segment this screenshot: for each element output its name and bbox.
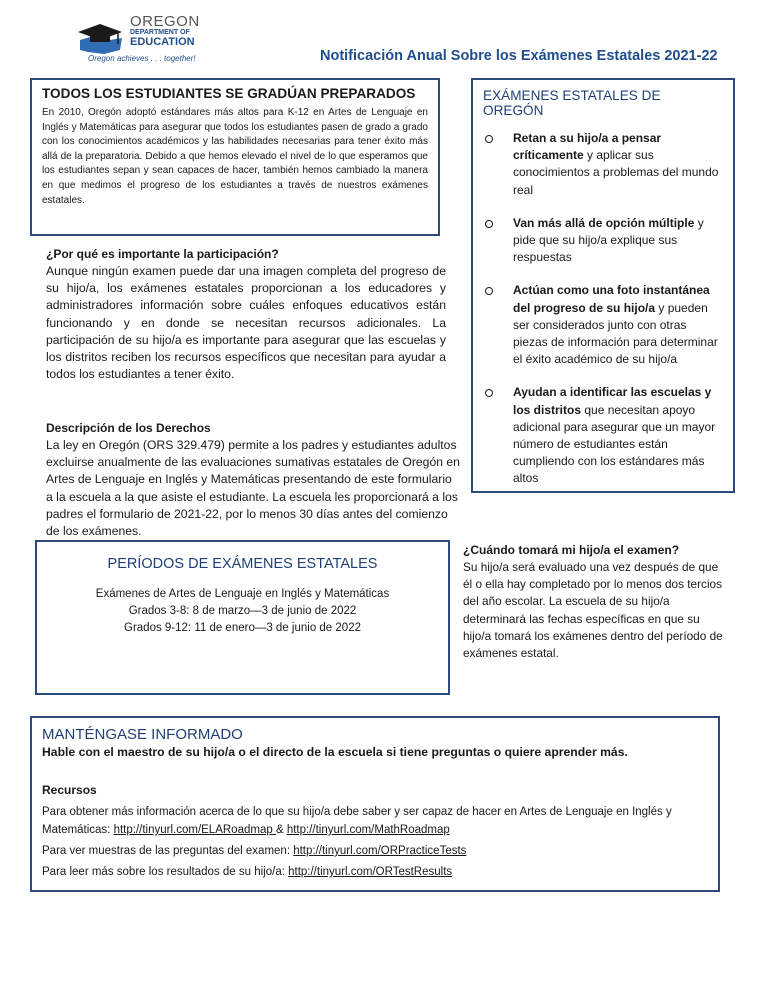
informed-subtitle: Hable con el maestro de su hijo/a o el directo de la escuela si tiene preguntas o quiere aprender más. bbox=[42, 745, 628, 759]
rights-heading-wrap bbox=[46, 420, 461, 437]
periods-line1: Exámenes de Artes de Lenguaje en Inglés y Matemáticas bbox=[95, 588, 390, 600]
why-section bbox=[46, 246, 446, 383]
rights-heading: Descripción de los Derechos bbox=[46, 421, 211, 435]
resource-2-text: Para ver muestras de las preguntas del examen: bbox=[42, 845, 294, 857]
periods-box bbox=[35, 540, 450, 695]
intro-text: En 2010, Oregón adoptó estándares más altos para K-12 en Artes de Lenguaje en Inglés y Matemáticas para asegurar que todos los estudiantes pasen de grado a grado con los conocimientos académicos y las habilidades necesarias para tener éxito más allá de la preparatoria. Debido a que hemos elevado el nivel de lo que esperamos que los estudiantes sepan y sean capaces de hacer, también hemos cambiado la manera en que medimos el progreso de los estudiantes a través de nuestros exámenes estatales. bbox=[42, 107, 428, 206]
resource-1 bbox=[42, 803, 708, 839]
page-title: Notificación Anual Sobre los Exámenes Estatales 2021-22 bbox=[320, 48, 718, 64]
math-roadmap-link[interactable]: http://tinyurl.com/MathRoadmap bbox=[286, 824, 450, 836]
periods-title: PERÍODOS DE EXÁMENES ESTATALES bbox=[107, 556, 378, 572]
logo-department: DEPARTMENT OF bbox=[130, 29, 190, 36]
resources-heading: Recursos bbox=[42, 783, 97, 797]
when-section bbox=[463, 542, 725, 662]
resource-1-amp: & bbox=[275, 824, 287, 836]
state-tests-list bbox=[483, 130, 723, 488]
logo-tagline: Oregon achieves . . . together! bbox=[88, 54, 196, 63]
why-text: Aunque ningún examen puede dar una imagen completa del progreso de su hijo/a, los exámenes estatales proporcionan a los educadores y administradores información sobre cuáles enfoques educativos están funcionando y en donde se necesitan recursos adicionales. La participación de su hijo/a es importante para asegurar que las escuelas y los distritos reciben los recursos específicos que necesitan para ayudar a todos los estudiantes a tener éxito. bbox=[46, 264, 446, 382]
list-item: Ayudan a identificar las escuelas y los distritos que necesitan apoyo adicional para asegurar que un mayor número de estudiantes están cumpliendo con los estándares más altos bbox=[483, 384, 723, 487]
resource-3-text: Para leer más sobre los resultados de su hijo/a: bbox=[42, 866, 289, 878]
state-tests-box bbox=[471, 78, 735, 493]
test-results-link[interactable]: http://tinyurl.com/ORTestResults bbox=[288, 866, 453, 878]
list-item: Retan a su hijo/a a pensar críticamente y aplicar sus conocimientos a problemas del mundo real bbox=[483, 130, 723, 199]
logo-oregon: OREGON bbox=[130, 13, 200, 30]
resource-3 bbox=[42, 863, 708, 881]
ela-roadmap-link[interactable]: http://tinyurl.com/ELARoadmap bbox=[113, 824, 276, 836]
practice-tests-link[interactable]: http://tinyurl.com/ORPracticeTests bbox=[293, 845, 467, 857]
resource-2 bbox=[42, 842, 708, 860]
informed-title: MANTÉNGASE INFORMADO bbox=[42, 726, 243, 743]
list-item: Actúan como una foto instantánea del progreso de su hijo/a y pueden ser considerados junto con otras piezas de información para determinar el éxito académico de su hijo/a bbox=[483, 282, 723, 368]
when-heading: ¿Cuándo tomará mi hijo/a el examen? bbox=[463, 543, 680, 557]
when-text: Su hijo/a será evaluado una vez después de que él o ella hay completado por lo menos dos tercios del año escolar. La escuela de su hijo/a determinará las fechas específicas en que su hijo/a tomará los exámenes dentro del período de exámenes estatal. bbox=[463, 560, 723, 661]
oregon-ode-logo bbox=[74, 14, 214, 66]
periods-line2: Grados 3-8: 8 de marzo—3 de junio de 2022 bbox=[128, 605, 357, 617]
why-heading: ¿Por qué es importante la participación? bbox=[46, 247, 279, 261]
periods-line3: Grados 9-12: 11 de enero—3 de junio de 2022 bbox=[124, 622, 361, 634]
list-item: Van más allá de opción múltiple y pide que su hijo/a explique sus respuestas bbox=[483, 215, 723, 267]
intro-title: TODOS LOS ESTUDIANTES SE GRADÚAN PREPARADOS bbox=[42, 86, 416, 101]
intro-box bbox=[30, 78, 440, 236]
state-tests-title: EXÁMENES ESTATALES DE OREGÓN bbox=[483, 88, 661, 118]
informed-box bbox=[30, 716, 720, 892]
rights-text-part: La ley en Oregón (ORS 329.479) permite a los padres y estudiantes adultos excluirse anualmente de las evaluaciones sumativas estatales de Oregón en Artes de Lenguaje en Inglés y Matemáticas presentando de este formulario a la escuela a la que asiste el estudiante. La escuela les proporcionará a los padres el formulario de 2021-22, por lo menos 30 días antes del comienzo de los exámenes. bbox=[46, 438, 460, 539]
resource-1-text: Para obtener más información acerca de lo que su hijo/a debe saber y ser capaz de hacer en Artes de Lenguaje en Inglés y Matemáticas: bbox=[42, 806, 672, 836]
logo-education: EDUCATION bbox=[130, 35, 195, 48]
